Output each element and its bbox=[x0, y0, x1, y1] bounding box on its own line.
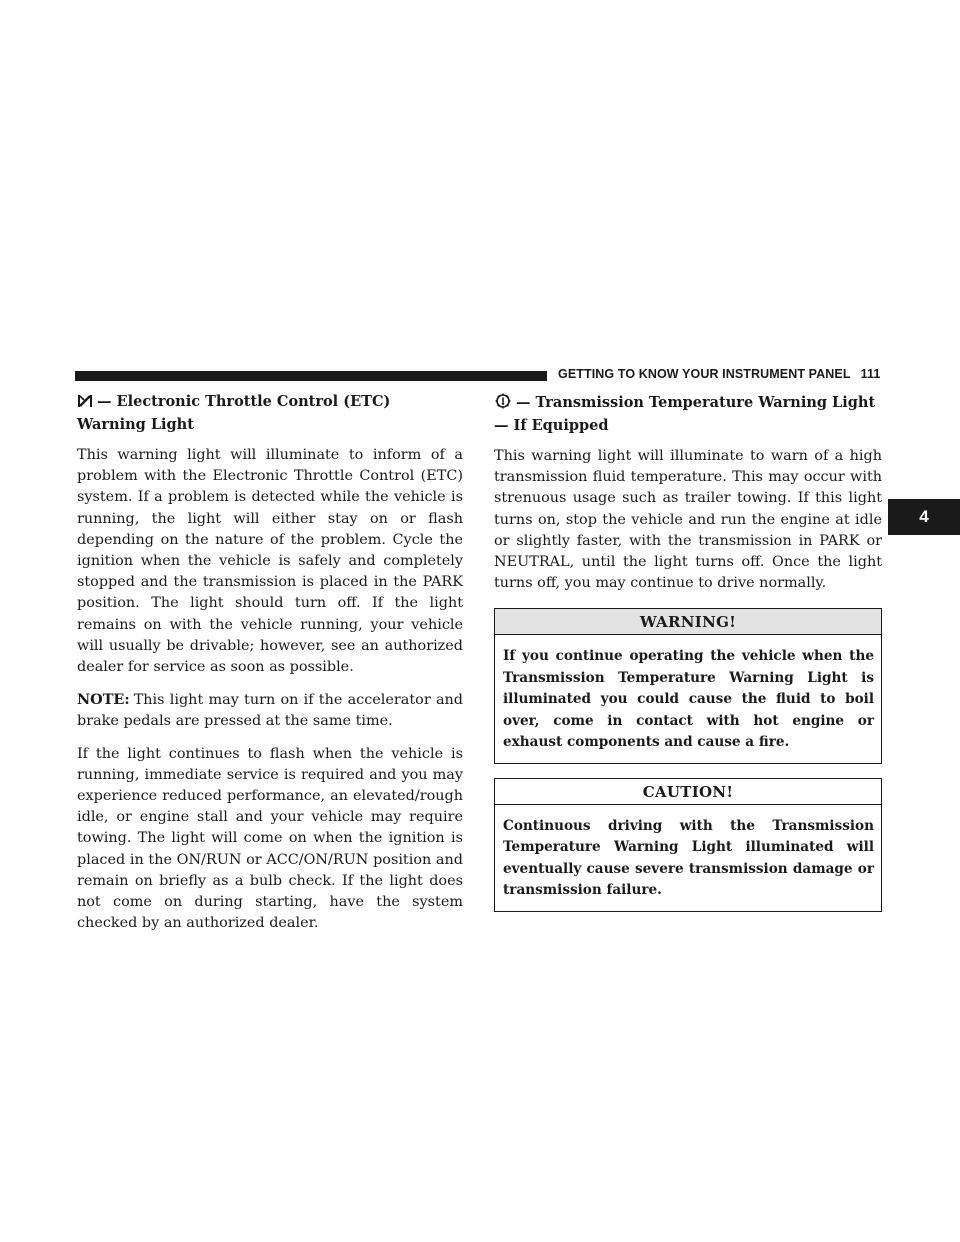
right-column bbox=[494, 392, 882, 926]
throttle-control-icon bbox=[77, 393, 93, 415]
trans-heading bbox=[494, 392, 882, 436]
note-label: NOTE: bbox=[77, 691, 130, 709]
left-column bbox=[77, 392, 463, 945]
header-rule bbox=[75, 371, 547, 381]
trans-heading-text: — Transmission Temperature Warning Light — If Equipped bbox=[494, 394, 876, 434]
etc-note bbox=[77, 689, 463, 732]
caution-title: CAUTION! bbox=[495, 779, 881, 805]
etc-heading-text: — Electronic Throttle Control (ETC) Warning Light bbox=[77, 393, 391, 433]
caution-box bbox=[494, 778, 882, 912]
warning-title: WARNING! bbox=[495, 609, 881, 635]
note-text: This light may turn on if the accelerator and brake pedals are pressed at the same time. bbox=[77, 692, 463, 730]
running-header bbox=[558, 367, 888, 381]
section-title: GETTING TO KNOW YOUR INSTRUMENT PANEL bbox=[558, 367, 851, 381]
warning-box bbox=[494, 608, 882, 764]
transmission-temperature-icon bbox=[494, 392, 512, 416]
chapter-tab: 4 bbox=[888, 499, 960, 535]
page-number: 111 bbox=[860, 367, 881, 381]
caution-text: Continuous driving with the Transmission Temperature Warning Light illuminated will eventually cause severe transmission damage or transmission failure. bbox=[503, 817, 874, 899]
etc-heading bbox=[77, 392, 463, 435]
trans-paragraph-1: This warning light will illuminate to warn of a high transmission fluid temperature. This may occur with strenuous usage such as trailer towing. If this light turns on, stop the vehicle and run the engine at idle or slightly faster, with the transmission in PARK or NEUTRAL, until the light turns off. Once the light turns off, you may continue to drive normally. bbox=[494, 448, 882, 592]
warning-text: If you continue operating the vehicle when the Transmission Temperature Warning Light is illuminated you could cause the fluid to boil over, come in contact with hot engine or exhaust components and cause a fire. bbox=[503, 648, 874, 751]
etc-paragraph-1: This warning light will illuminate to inform of a problem with the Electronic Throttle Control (ETC) system. If a problem is detected while the vehicle is running, the light will either stay on or flash depending on the nature of the problem. Cycle the ignition when the vehicle is safely and completely stopped and the transmission is placed in the PARK position. The light should turn off. If the light remains on with the vehicle running, your vehicle will usually be drivable; however, see an authorized dealer for service as soon as possible. bbox=[77, 447, 463, 676]
etc-paragraph-2: If the light continues to flash when the vehicle is running, immediate service is required and you may experience reduced performance, an elevated/rough idle, or engine stall and your vehicle may require towing. The light will come on when the ignition is placed in the ON/RUN or ACC/ON/RUN position and remain on briefly as a bulb check. If the light does not come on during starting, have the system checked by an authorized dealer. bbox=[77, 745, 463, 932]
